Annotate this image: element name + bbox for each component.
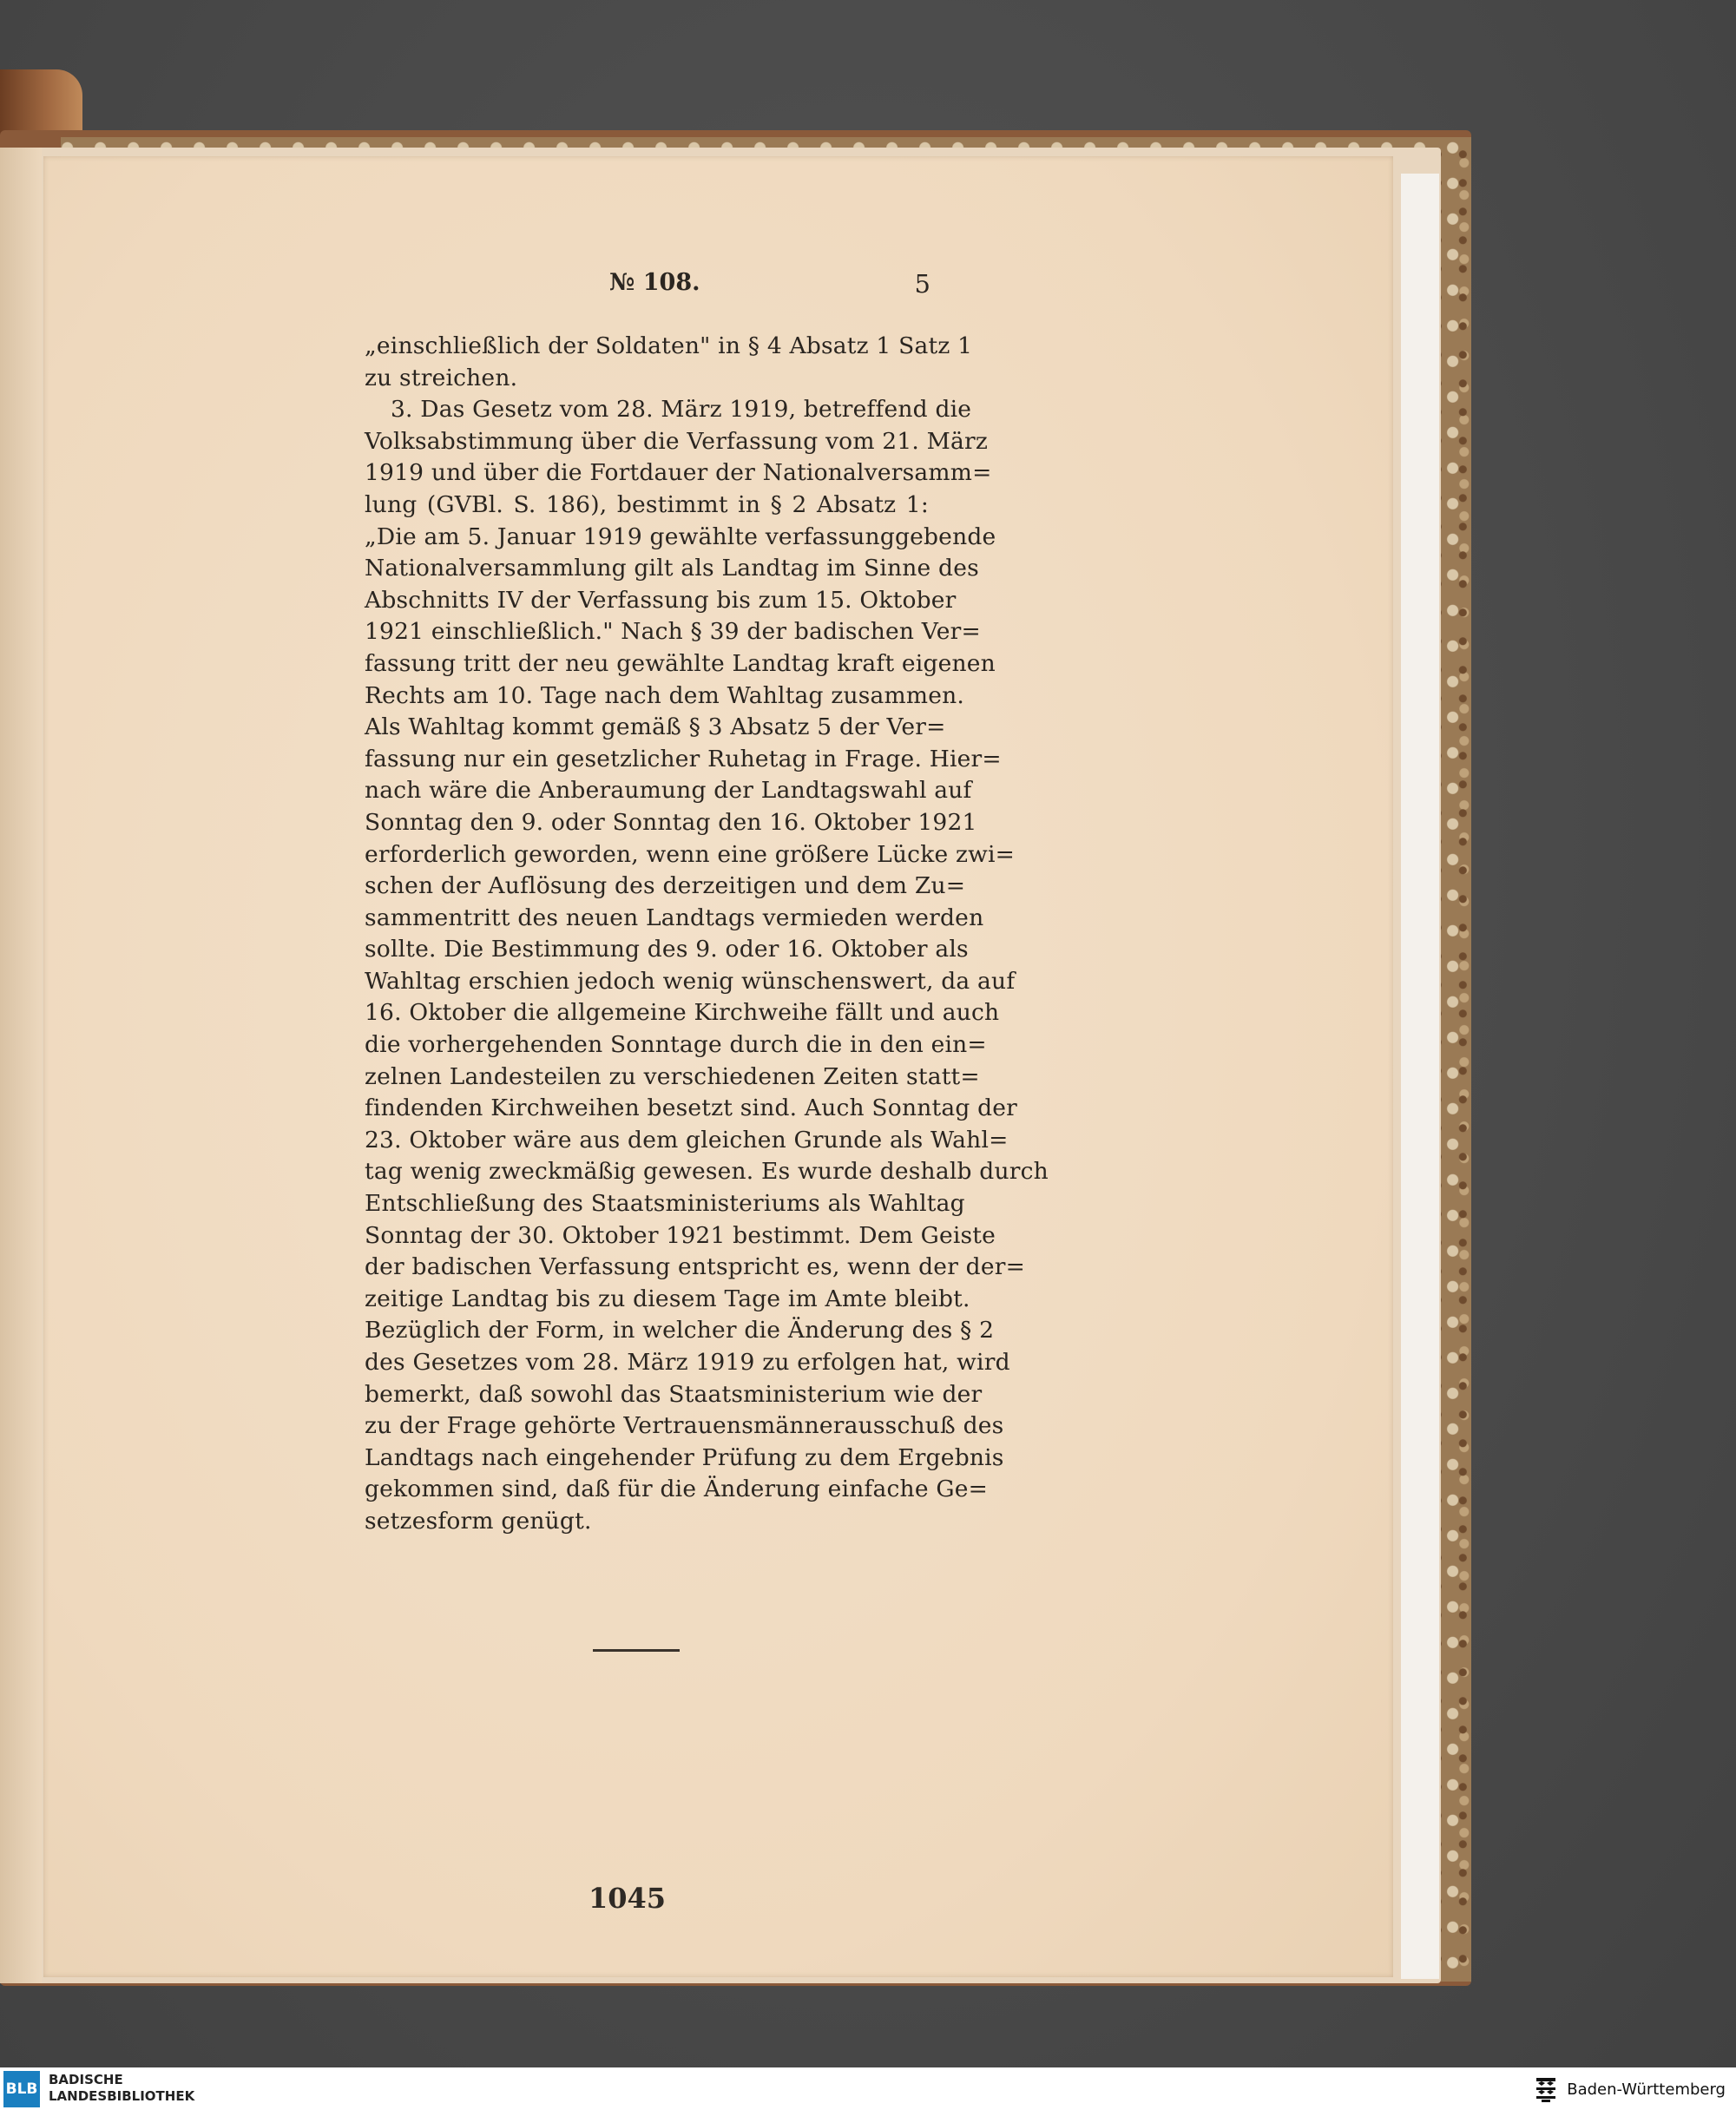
text-line: Volksabstimmung über die Verfassung vom 21. März [365, 427, 988, 455]
text-line: 23. Oktober wäre aus dem gleichen Grunde als Wahl= [365, 1126, 1009, 1154]
text-line: schen der Auflösung des derzeitigen und dem Zu= [365, 872, 966, 900]
text-line: des Gesetzes vom 28. März 1919 zu erfolgen hat, wird [365, 1349, 1010, 1376]
text-line: die vorhergehenden Sonntage durch die in den ein= [365, 1031, 987, 1059]
text-line: 3. Das Gesetz vom 28. März 1919, betreffend die [391, 396, 972, 424]
text-line: setzesform genügt. [365, 1507, 592, 1535]
text-line: nach wäre die Anberaumung der Landtagswahl auf [365, 777, 972, 805]
text-line: Entschließung des Staatsministeriums als Wahltag [365, 1190, 965, 1218]
footer-page-total: 1045 [588, 1882, 667, 1915]
text-line: Landtags nach eingehender Prüfung zu dem Ergebnis [365, 1443, 1004, 1471]
text-line: fassung nur ein gesetzlicher Ruhetag in Frage. Hier= [365, 745, 1002, 772]
footer-bar [0, 2067, 1736, 2110]
text-line: zu der Frage gehörte Vertrauensmännerausschuß des [365, 1412, 1004, 1440]
text-line: Abschnitts IV der Verfassung bis zum 15. Oktober [365, 586, 957, 614]
library-name[interactable] [49, 2072, 194, 2105]
coat-of-arms-icon [1534, 2074, 1558, 2104]
body-text [365, 331, 1049, 1538]
page-number: 5 [914, 269, 930, 299]
text-line: Wahltag erschien jedoch wenig wünschenswert, da auf [365, 967, 1016, 995]
text-line: findenden Kirchweihen besetzt sind. Auch Sonntag der [365, 1094, 1018, 1122]
text-line: Als Wahltag kommt gemäß § 3 Absatz 5 der Ver= [365, 713, 946, 741]
text-line: Rechts am 10. Tage nach dem Wahltag zusammen. [365, 681, 964, 709]
blb-logo-icon[interactable]: BLB [3, 2071, 40, 2107]
text-line: lung (GVBl. S. 186), bestimmt in § 2 Absatz 1: [365, 490, 929, 518]
text-line: zu streichen. [365, 364, 518, 391]
text-line: zeitige Landtag bis zu diesem Tage im Amte bleibt. [365, 1285, 970, 1312]
text-line: Bezüglich der Form, in welcher die Änderung des § 2 [365, 1317, 995, 1344]
text-line: „Die am 5. Januar 1919 gewählte verfassunggebende [365, 523, 996, 550]
library-name-line1: BADISCHE [49, 2072, 123, 2087]
library-name-line2: LANDESBIBLIOTHEK [49, 2088, 195, 2104]
section-divider [593, 1649, 680, 1652]
text-line: sammentritt des neuen Landtags vermieden werden [365, 904, 984, 931]
text-line: der badischen Verfassung entspricht es, wenn der der= [365, 1253, 1025, 1281]
text-line: erforderlich geworden, wenn eine größere Lücke zwi= [365, 840, 1016, 868]
issue-number: № 108. [609, 269, 700, 296]
page-edge [1401, 174, 1439, 1979]
text-line: fassung tritt der neu gewählte Landtag kraft eigenen [365, 649, 996, 677]
text-line: sollte. Die Bestimmung des 9. oder 16. Oktober als [365, 936, 969, 963]
text-line: Nationalversammlung gilt als Landtag im Sinne des [365, 555, 979, 582]
text-line: „einschließlich der Soldaten" in § 4 Absatz 1 Satz 1 [365, 332, 973, 359]
text-line: zelnen Landesteilen zu verschiedenen Zeiten statt= [365, 1062, 980, 1090]
state-logo[interactable] [1534, 2074, 1726, 2104]
text-line: gekommen sind, daß für die Änderung einfache Ge= [365, 1476, 988, 1503]
state-name: Baden-Württemberg [1567, 2080, 1726, 2099]
text-line: Sonntag der 30. Oktober 1921 bestimmt. Dem Geiste [365, 1221, 996, 1249]
left-page-sliver [0, 148, 42, 1983]
text-line: bemerkt, daß sowohl das Staatsministerium wie der [365, 1380, 983, 1408]
text-line: 1919 und über die Fortdauer der Nationalversamm= [365, 459, 992, 487]
text-line: 16. Oktober die allgemeine Kirchweihe fällt und auch [365, 999, 1000, 1027]
text-line: tag wenig zweckmäßig gewesen. Es wurde deshalb durch [365, 1158, 1049, 1186]
text-line: 1921 einschließlich." Nach § 39 der badischen Ver= [365, 618, 981, 646]
running-head [365, 269, 929, 312]
text-line: Sonntag den 9. oder Sonntag den 16. Oktober 1921 [365, 808, 977, 836]
